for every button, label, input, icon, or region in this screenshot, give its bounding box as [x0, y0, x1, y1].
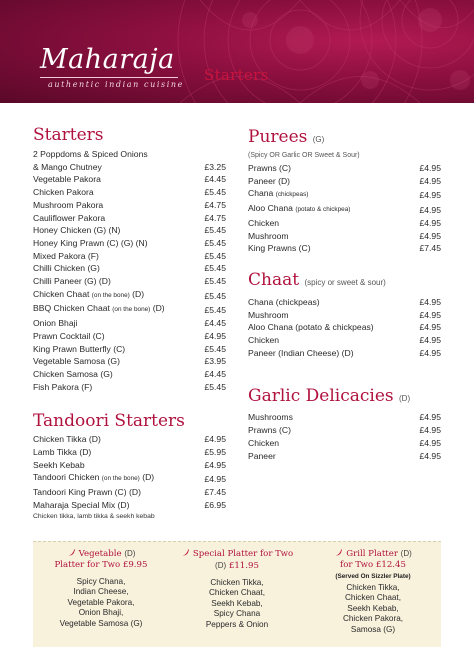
- menu-item-price: £5.45: [204, 305, 226, 316]
- menu-item-price: £4.95: [419, 347, 441, 358]
- menu-item-price: £4.95: [419, 425, 441, 436]
- menu-item: [33, 381, 226, 394]
- menu-item: [248, 187, 441, 202]
- logo-divider: [40, 77, 178, 78]
- menu-item-name: Chicken: [248, 437, 280, 448]
- menu-item-price: £5.45: [204, 225, 226, 236]
- menu-item-name: Chicken Tikka (D): [33, 434, 101, 445]
- menu-item-name: Chilli Chicken (G): [33, 263, 100, 274]
- menu-item-price: £4.95: [204, 459, 226, 470]
- menu-item: [33, 161, 226, 174]
- platter-item: Vegetable Samosa (G): [59, 618, 143, 628]
- chili-icon: [334, 548, 343, 557]
- platter-item: Vegetable Pakora,: [67, 597, 135, 607]
- menu-item: [33, 433, 226, 446]
- menu-item-name: Paneer (Indian Cheese) (D): [248, 347, 354, 358]
- menu-item-note: (potato & chickpea): [295, 206, 351, 214]
- starters-list: [33, 148, 226, 393]
- special-mix-description: Chicken tikka, lamb tikka & seekh kebab: [33, 512, 155, 520]
- menu-item-name: & Mango Chutney: [33, 161, 102, 172]
- menu-item: [33, 186, 226, 199]
- logo-tagline: authentic indian cuisine: [48, 80, 184, 89]
- menu-item-price: £4.95: [419, 437, 441, 448]
- menu-item: [33, 250, 226, 263]
- menu-item: [248, 347, 441, 360]
- menu-item-name: King Prawns (C): [248, 243, 311, 254]
- platter-item: Seekh Kebab,: [211, 598, 263, 608]
- menu-item-price: £3.25: [204, 161, 226, 172]
- menu-item-price: £4.95: [419, 205, 441, 216]
- chili-icon: [67, 548, 76, 557]
- menu-item-price: £4.95: [204, 434, 226, 445]
- tandoori-list: [33, 433, 226, 511]
- menu-item: [33, 368, 226, 381]
- menu-item-name: Prawn Cocktail (C): [33, 330, 105, 341]
- menu-item-price: £4.95: [419, 230, 441, 241]
- platter-item: Spicy Chana: [213, 609, 261, 619]
- menu-item-price: £7.45: [204, 487, 226, 498]
- menu-item-name: Tandoori King Prawn (C) (D): [33, 487, 141, 498]
- menu-item: [248, 321, 441, 334]
- chaat-suffix: (spicy or sweet & sour): [304, 277, 386, 287]
- menu-item-price: £6.95: [204, 499, 226, 510]
- menu-item-name: Aloo Chana (potato & chickpeas): [248, 322, 374, 333]
- menu-item: [248, 217, 441, 230]
- menu-item-price: £4.45: [204, 368, 226, 379]
- menu-item: [248, 424, 441, 437]
- menu-item-name: Honey King Prawn (C) (G) (N): [33, 237, 148, 248]
- menu-item-name: Paneer (D): [248, 175, 291, 186]
- menu-item-price: £5.45: [204, 290, 226, 301]
- menu-item-name: BBQ Chicken Chaat (on the bone) (D): [33, 303, 165, 314]
- menu-item-price: £4.75: [204, 199, 226, 210]
- menu-item: [33, 302, 226, 317]
- menu-item-name: Mushroom: [248, 230, 289, 241]
- menu-item: [33, 471, 226, 486]
- garlic-heading: [248, 385, 441, 410]
- purees-list: [248, 162, 441, 255]
- menu-item: [248, 309, 441, 322]
- purees-note: (Spicy OR Garlic OR Sweet & Sour): [248, 152, 360, 159]
- platter-subtitle: (Served On Sizzler Plate): [335, 573, 411, 580]
- menu-item-price: £5.45: [204, 187, 226, 198]
- platter-special: [169, 548, 305, 630]
- menu-item-note: (on the bone): [112, 306, 151, 314]
- menu-item: [33, 317, 226, 330]
- menu-item-name: Vegetable Pakora: [33, 174, 101, 185]
- menu-item-name: King Prawn Butterfly (C): [33, 343, 126, 354]
- chaat-list: [248, 296, 441, 360]
- menu-item: [248, 334, 441, 347]
- platter-item: Chicken Tikka,: [210, 578, 264, 587]
- menu-item-price: £4.95: [419, 296, 441, 307]
- starters-heading: Starters: [33, 125, 104, 145]
- menu-item-price: £4.95: [204, 330, 226, 341]
- menu-item: [33, 212, 226, 225]
- menu-item-price: £5.45: [204, 237, 226, 248]
- menu-item-name: Onion Bhaji: [33, 318, 78, 329]
- menu-item: [33, 355, 226, 368]
- menu-item-name: Paneer: [248, 450, 276, 461]
- menu-item-name: Cauliflower Pakora: [33, 212, 106, 223]
- platter-vegetable: [33, 548, 169, 629]
- purees-heading: [248, 126, 441, 151]
- menu-item: [248, 242, 441, 255]
- menu-item-name: Prawns (C): [248, 163, 291, 173]
- menu-item-name: Chicken Chaat (on the bone) (D): [33, 288, 145, 299]
- platter-items: [305, 583, 441, 635]
- platter-item: Peppers & Onion: [205, 619, 269, 629]
- menu-item-name: Chicken: [248, 335, 280, 346]
- menu-item: [33, 275, 226, 288]
- platter-item: Chicken Chaat,: [345, 593, 401, 603]
- menu-item: [33, 330, 226, 343]
- menu-item: [33, 486, 226, 499]
- purees-suffix: (G): [312, 135, 325, 144]
- menu-item-price: £4.95: [419, 335, 441, 346]
- menu-item-price: £4.95: [419, 309, 441, 320]
- menu-item-price: £5.45: [204, 263, 226, 274]
- menu-item-name: Chicken Pakora: [33, 187, 94, 198]
- tandoori-heading: Tandoori Starters: [33, 411, 185, 432]
- menu-item-price: £7.45: [419, 243, 441, 254]
- platter-item: Chicken Tikka,: [346, 583, 400, 592]
- menu-item-price: £4.95: [419, 217, 441, 228]
- menu-item-price: £5.45: [204, 276, 226, 287]
- menu-item-price: £4.45: [204, 174, 226, 185]
- menu-item-price: £4.95: [419, 450, 441, 461]
- menu-item: [248, 202, 441, 217]
- header-banner: [0, 0, 474, 103]
- platter-item: Onion Bhaji,: [78, 608, 124, 618]
- menu-item-price: £4.95: [419, 322, 441, 333]
- menu-item: [248, 162, 441, 175]
- menu-item: [33, 199, 226, 212]
- menu-item-name: Chana (chickpeas): [248, 296, 320, 307]
- menu-item-price: £4.95: [419, 175, 441, 186]
- menu-item-name: Prawns (C): [248, 425, 291, 436]
- platter-item: Indian Cheese,: [73, 587, 129, 597]
- menu-item-price: £4.95: [204, 474, 226, 485]
- menu-item-name: Chilli Paneer (G) (D): [33, 276, 111, 287]
- menu-item-price: £3.95: [204, 356, 226, 367]
- garlic-suffix: (D): [399, 394, 411, 404]
- menu-item-price: £4.95: [419, 190, 441, 201]
- menu-item-name: Seekh Kebab: [33, 459, 85, 470]
- platter-item: Chicken Chaat,: [209, 588, 265, 598]
- purees-title: Purees: [248, 127, 308, 147]
- menu-item-price: £4.75: [204, 212, 226, 223]
- menu-item: [248, 296, 441, 309]
- menu-item-note: (on the bone): [101, 475, 140, 483]
- menu-item-name: Chicken Samosa (G): [33, 368, 113, 379]
- menu-item-price: £5.45: [204, 343, 226, 354]
- platters-box: [33, 541, 441, 647]
- menu-item-name: Lamb Tikka (D): [33, 447, 92, 458]
- garlic-list: [248, 411, 441, 462]
- menu-item-name: Mushrooms: [248, 412, 293, 423]
- menu-item-price: £4.95: [419, 412, 441, 423]
- menu-item: [33, 288, 226, 303]
- right-column: [248, 126, 441, 462]
- menu-item: [33, 173, 226, 186]
- menu-item-price: £4.45: [204, 318, 226, 329]
- platter-item: Chicken Pakora,: [342, 614, 404, 624]
- menu-item: [33, 343, 226, 356]
- menu-item-price: £5.45: [204, 250, 226, 261]
- menu-item-name: Chicken: [248, 217, 280, 228]
- chaat-title: Chaat: [248, 269, 300, 290]
- menu-item-note: (on the bone): [91, 291, 130, 299]
- menu-item: [248, 230, 441, 243]
- menu-item-name: Vegetable Samosa (G): [33, 356, 120, 367]
- platter-grill: [305, 548, 441, 635]
- menu-item-name: Honey Chicken (G) (N): [33, 225, 121, 236]
- platter-item: Seekh Kebab,: [347, 603, 399, 613]
- platter-title: Grill Platter (D) for Two £12.45: [305, 548, 441, 571]
- platter-items: [33, 577, 169, 629]
- menu-item-name: Mushroom Pakora: [33, 199, 104, 210]
- chaat-heading: [248, 269, 441, 294]
- chili-icon: [181, 548, 190, 557]
- menu-item: [33, 148, 226, 161]
- platter-item: Samosa (G): [350, 624, 396, 634]
- menu-item-name: Fish Pakora (F): [33, 381, 93, 392]
- platter-items: [169, 578, 305, 630]
- menu-item-name: Chana (chickpeas): [248, 188, 309, 199]
- menu-item-price: £4.95: [419, 163, 441, 173]
- menu-item: [248, 411, 441, 424]
- platter-item: Spicy Chana,: [76, 577, 126, 586]
- menu-item: [33, 224, 226, 237]
- menu-item-name: Mixed Pakora (F): [33, 250, 99, 261]
- menu-item: [248, 437, 441, 450]
- garlic-title: Garlic Delicacies: [248, 386, 394, 407]
- left-column: [33, 124, 226, 521]
- menu-item: [33, 446, 226, 459]
- menu-item-name: 2 Poppdoms & Spiced Onions: [33, 149, 148, 159]
- menu-item: [33, 459, 226, 472]
- menu-item: [248, 450, 441, 463]
- menu-item-name: Maharaja Special Mix (D): [33, 499, 130, 510]
- menu-item-price: £5.45: [204, 381, 226, 392]
- menu-item: [33, 262, 226, 275]
- menu-item: [33, 237, 226, 250]
- page-title: Starters: [204, 66, 269, 84]
- platter-title: Special Platter for Two (D) £11.95: [169, 548, 305, 572]
- menu-item-note: (chickpeas): [275, 191, 309, 199]
- logo-name: Maharaja: [40, 44, 175, 75]
- menu-item: [33, 499, 226, 512]
- menu-item: [248, 175, 441, 188]
- menu-item-name: Tandoori Chicken (on the bone) (D): [33, 472, 155, 483]
- menu-item-name: Aloo Chana (potato & chickpea): [248, 203, 351, 214]
- platter-title: Vegetable (D) Platter for Two £9.95: [54, 549, 148, 570]
- menu-item-name: Mushroom: [248, 309, 289, 320]
- menu-item-price: £5.95: [204, 447, 226, 458]
